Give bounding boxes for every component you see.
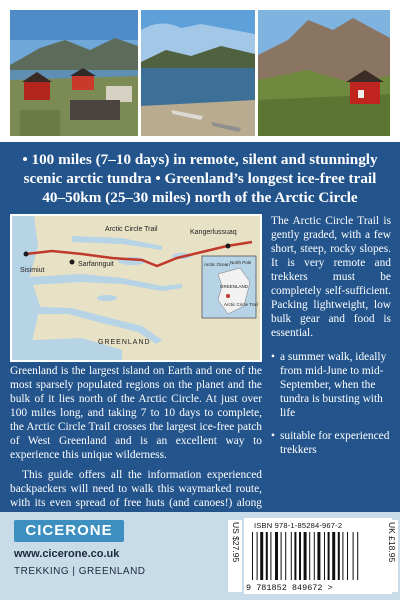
barcode-bar xyxy=(304,532,307,580)
barcode-bar xyxy=(291,532,292,580)
photo-strip xyxy=(0,0,400,142)
map-label-trail: Arctic Circle Trail xyxy=(105,226,158,233)
barcode-bar xyxy=(299,532,301,580)
kangerlussuaq-marker xyxy=(226,244,231,249)
map-label-greenland: GREENLAND xyxy=(98,339,151,346)
feature-bullet: • suitable for experienced trekkers xyxy=(271,429,391,457)
barcode-bar xyxy=(275,532,278,580)
price-uk-strip xyxy=(384,520,398,592)
cicerone-logo: CICERONE xyxy=(14,520,124,542)
inset-label-ocean: Arctic Ocean xyxy=(204,262,230,267)
map-label-kangerlussuaq: Kangerlussuaq xyxy=(190,229,237,236)
trail-map xyxy=(10,214,262,362)
barcode-bar xyxy=(328,532,330,580)
price-us-strip xyxy=(228,520,242,592)
photo-fjord-boats xyxy=(141,10,255,136)
map-label-sisimiut: Sisimiut xyxy=(20,267,45,274)
barcode-bar xyxy=(357,532,358,580)
barcode-bar xyxy=(260,532,263,580)
photo-village-houses xyxy=(10,10,138,136)
barcode-bar xyxy=(252,532,253,580)
feature-bullets xyxy=(271,350,391,457)
barcode-bar xyxy=(314,532,315,580)
barcode-bar xyxy=(270,532,271,580)
right-column xyxy=(271,214,391,466)
barcode-bar xyxy=(309,532,310,580)
category-label: TREKKING | GREENLAND xyxy=(14,566,146,577)
map-label-sarfannguit: Sarfannguit xyxy=(78,261,114,268)
sisimiut-marker xyxy=(24,252,29,257)
barcode-bar xyxy=(324,532,325,580)
barcode-digits: 9 781852 849672 > xyxy=(246,583,333,593)
barcode-bar xyxy=(257,532,258,580)
barcode-bar xyxy=(317,532,320,580)
barcode-bar xyxy=(285,532,286,580)
photo-rocky-hills-hut xyxy=(258,10,390,136)
publisher-website[interactable]: www.cicerone.co.uk xyxy=(14,548,120,560)
barcode-bar xyxy=(266,532,268,580)
barcode-bar xyxy=(281,532,282,580)
inset-label-greenland: GREENLAND xyxy=(220,284,249,289)
barcode-bar xyxy=(353,532,354,580)
intro-paragraph: Greenland is the largest island on Earth and one of the most sparsely populated regions on the planet and the bulk of it lies north of the Arctic Circle. At just over 100 miles long, and taking 7 to 10 days to complete, the Arctic Circle Trail crosses the largest ice-free patch of West Greenland and is an excellent way to experience this unique wilderness. xyxy=(10,365,262,461)
headline-line-3: 40–50km (25–30 miles) north of the Arctic Circle xyxy=(42,189,358,206)
barcode-bar xyxy=(332,532,335,580)
barcode-bar xyxy=(338,532,340,580)
guide-paragraph: This guide offers all the information experienced backpackers will need to walk this waymarked route, with its even spread of free huts (and canoes!) along xyxy=(10,469,262,509)
inset-label-pole: North Pole xyxy=(230,260,252,265)
trail-description: The Arctic Circle Trail is gently graded, with a few short, steep, rocky slopes. It is very remote and trekkers must be completely self-sufficient. Packing lightweight, low bulk gear and food is essential. xyxy=(271,215,391,339)
feature-headline xyxy=(16,150,384,207)
headline-line-1: • 100 miles (7–10 days) in remote, silent and stunningly xyxy=(22,151,378,168)
feature-bullet: • a summer walk, ideally from mid-June to mid-September, when the tundra is bursting with life xyxy=(271,350,391,420)
left-column xyxy=(10,364,262,530)
barcode-bar xyxy=(294,532,296,580)
sarfannguit-marker xyxy=(70,260,75,265)
price-uk: UK £18.95 xyxy=(387,522,397,563)
price-us: US $27.95 xyxy=(231,522,241,563)
inset-label-trail: Arctic Circle Trail xyxy=(224,302,258,307)
barcode-bar xyxy=(342,532,343,580)
barcode-bar xyxy=(347,532,348,580)
isbn-label: ISBN 978-1-85284-967-2 xyxy=(254,521,343,530)
headline-line-2: scenic arctic tundra • Greenland’s longest ice-free trail xyxy=(23,170,377,187)
